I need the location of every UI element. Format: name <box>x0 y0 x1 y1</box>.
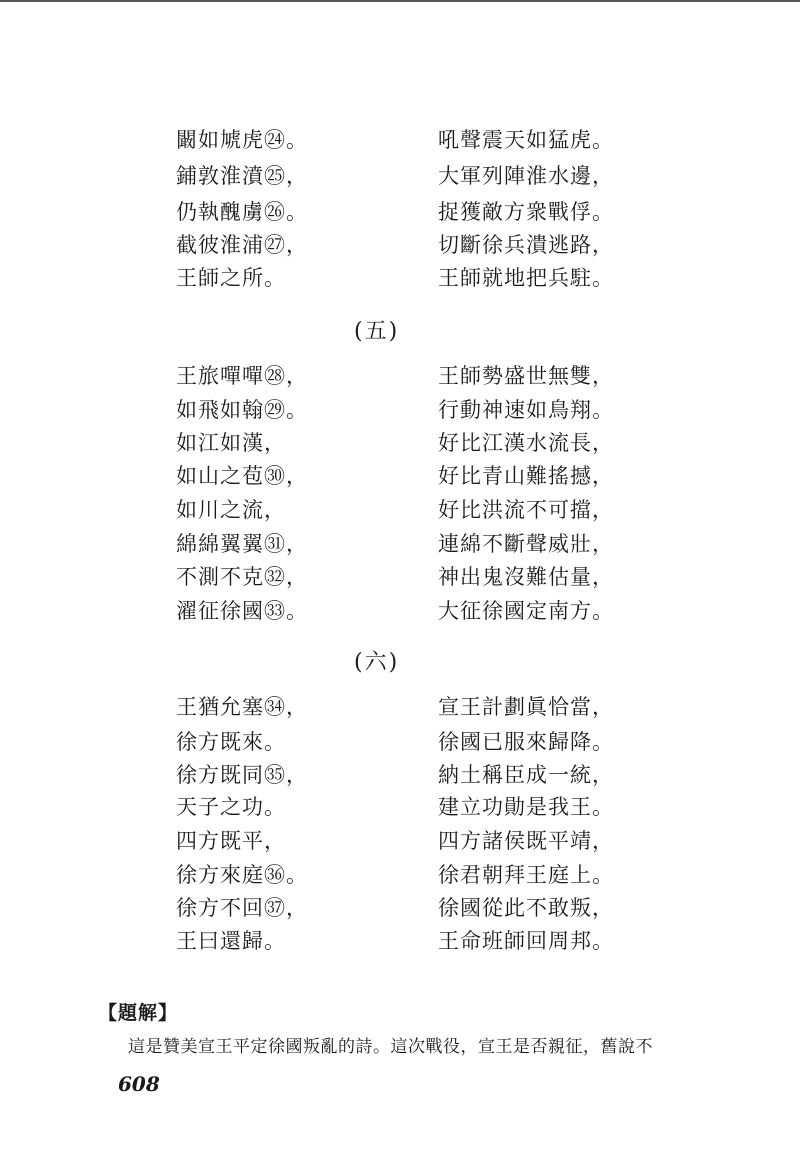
poem-line-original: 王猶允塞㉞， <box>176 695 308 719</box>
poem-line-translation: 好比江漢水流長， <box>438 431 614 455</box>
note-section-text: 這是贊美宣王平定徐國叛亂的詩。這次戰役，宣王是否親征，舊說不 <box>128 1037 653 1057</box>
poem-line-translation: 切斷徐兵潰逃路， <box>438 233 614 257</box>
poem-line-original: 四方既平， <box>176 829 286 853</box>
poem-line-original: 王師之所。 <box>176 266 286 290</box>
poem-line-original: 鋪敦淮濆㉕， <box>176 164 308 188</box>
poem-line-original: 徐方不回㊲， <box>176 896 308 920</box>
poem-line-translation: 王命班師回周邦。 <box>438 929 614 953</box>
poem-line-original: 如山之苞㉚， <box>176 464 308 488</box>
stanza-heading: (五) <box>354 319 400 344</box>
poem-line-translation: 吼聲震天如猛虎。 <box>438 128 614 152</box>
poem-line-original: 濯征徐國㉝。 <box>176 599 308 623</box>
poem-line-original: 如江如漢， <box>176 431 286 455</box>
poem-line-translation: 大軍列陣淮水邊， <box>438 164 614 188</box>
poem-line-translation: 行動神速如鳥翔。 <box>438 398 614 422</box>
poem-line-original: 闞如虓虎㉔。 <box>176 128 308 152</box>
poem-line-translation: 好比青山難搖撼， <box>438 464 614 488</box>
note-section-title: 【題解】 <box>98 1002 179 1024</box>
top-border-rule <box>0 0 800 2</box>
poem-line-translation: 王師就地把兵駐。 <box>438 266 614 290</box>
poem-line-original: 如飛如翰㉙。 <box>176 398 308 422</box>
poem-line-original: 王曰還歸。 <box>176 929 286 953</box>
poem-line-translation: 王師勢盛世無雙， <box>438 364 614 388</box>
poem-line-translation: 神出鬼沒難估量， <box>438 565 614 589</box>
poem-line-original: 徐方來庭㊱。 <box>176 863 308 887</box>
poem-line-translation: 連綿不斷聲威壯， <box>438 532 614 556</box>
poem-line-translation: 大征徐國定南方。 <box>438 599 614 623</box>
poem-line-translation: 好比洪流不可擋， <box>438 498 614 522</box>
poem-line-original: 仍執醜虜㉖。 <box>176 200 308 224</box>
poem-line-original: 徐方既同㉟， <box>176 763 308 787</box>
poem-line-translation: 徐國已服來歸降。 <box>438 730 614 754</box>
poem-line-translation: 徐國從此不敢叛， <box>438 896 614 920</box>
poem-line-original: 截彼淮浦㉗， <box>176 233 308 257</box>
poem-line-original: 天子之功。 <box>176 795 286 819</box>
poem-line-original: 綿綿翼翼㉛， <box>176 532 308 556</box>
poem-line-translation: 建立功勛是我王。 <box>438 795 614 819</box>
poem-line-original: 徐方既來。 <box>176 730 286 754</box>
poem-line-translation: 納土稱臣成一統， <box>438 763 614 787</box>
poem-line-translation: 捉獲敵方衆戰俘。 <box>438 200 614 224</box>
poem-line-original: 如川之流， <box>176 498 286 522</box>
page-number: 608 <box>118 1072 160 1096</box>
poem-line-original: 王旅嘽嘽㉘， <box>176 364 308 388</box>
poem-line-translation: 徐君朝拜王庭上。 <box>438 863 614 887</box>
poem-line-translation: 四方諸侯既平靖， <box>438 829 614 853</box>
stanza-heading: (六) <box>354 650 400 675</box>
poem-line-translation: 宣王計劃眞恰當， <box>438 695 614 719</box>
poem-line-original: 不測不克㉜， <box>176 565 308 589</box>
